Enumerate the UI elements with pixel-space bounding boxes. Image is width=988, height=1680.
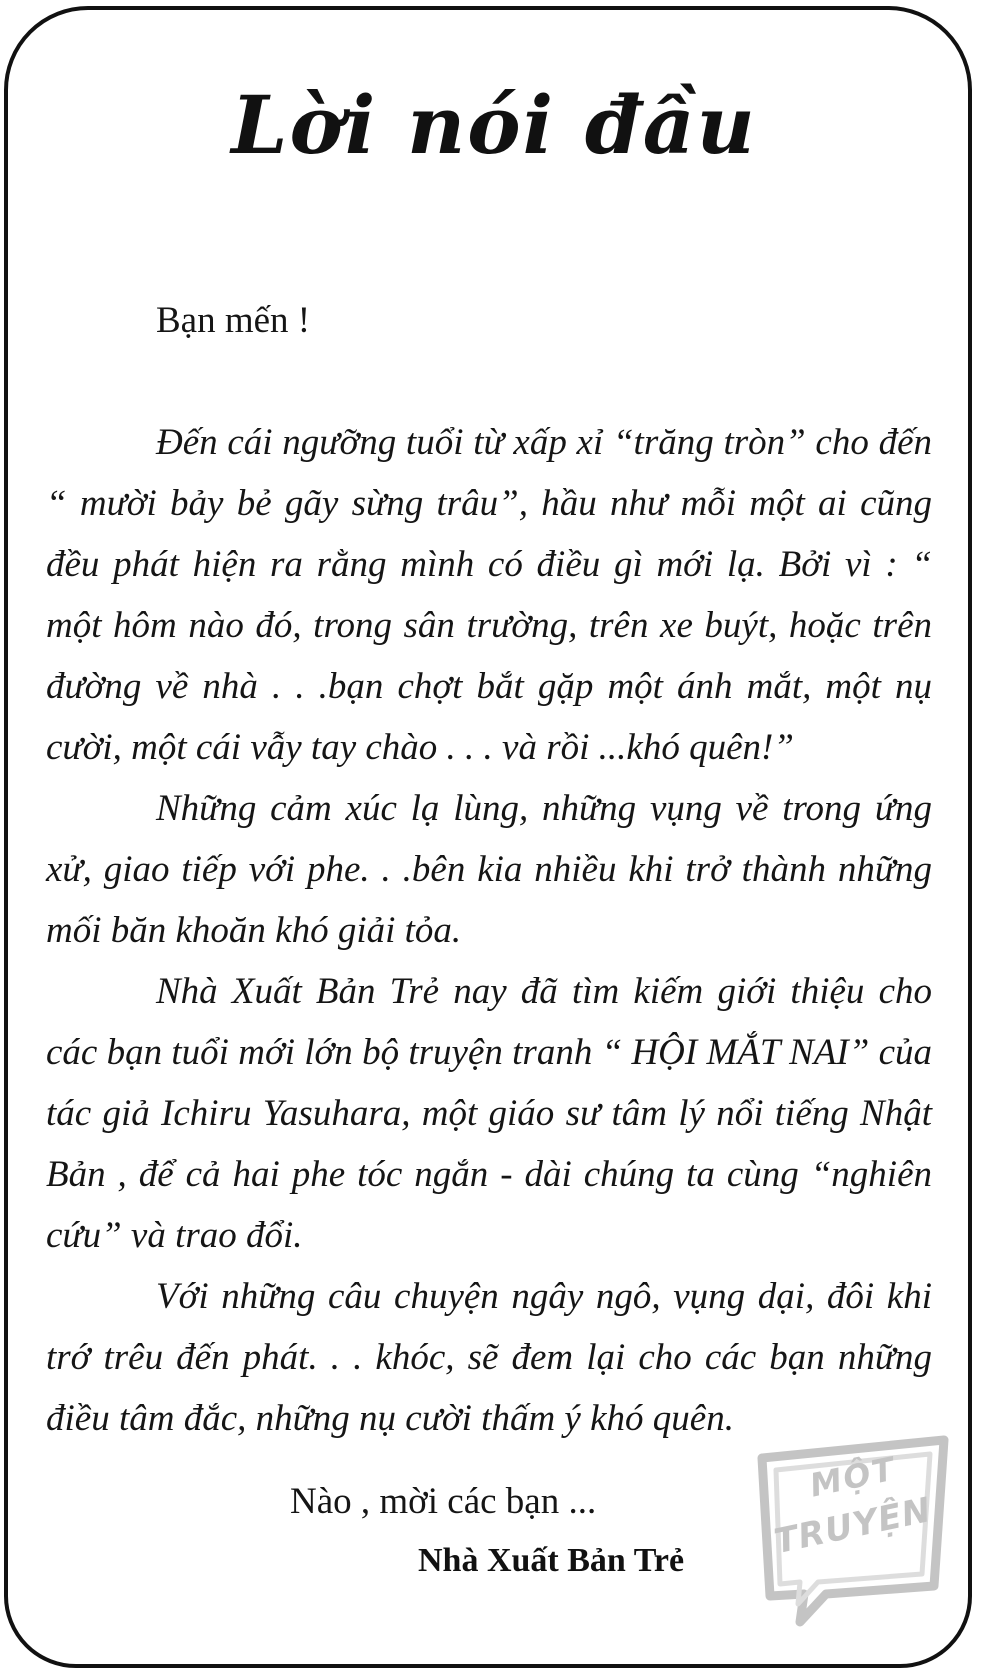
page-title: Lời nói đầu <box>231 78 757 172</box>
letter-body <box>46 290 932 1449</box>
paragraph-3: Nhà Xuất Bản Trẻ nay đã tìm kiếm giới thiệu cho các bạn tuổi mới lớn bộ truyện tranh “ HỘI MẮT NAI” của tác giả Ichiru Yasuhara, một giáo sư tâm lý nổi tiếng Nhật Bản , để cả hai phe tóc ngắn - dài chúng ta cùng “nghiên cứu” và trao đổi. <box>46 971 932 1256</box>
watermark-text-top: MỘT <box>806 1449 900 1505</box>
paragraph-2: Những cảm xúc lạ lùng, những vụng về trong ứng xử, giao tiếp với phe. . .bên kia nhiều khi trở thành những mối băn khoăn khó giải tỏa. <box>46 788 932 951</box>
watermark-text-bottom: TRUYỆN <box>770 1489 936 1563</box>
paragraph-1: Đến cái ngưỡng tuổi từ xấp xỉ “trăng tròn” cho đến “ mười bảy bẻ gãy sừng trâu”, hầu như mỗi một ai cũng đều phát hiện ra rằng mình có điều gì mới lạ. Bởi vì : “ một hôm nào đó, trong sân trường, trên xe buýt, hoặc trên đường về nhà . . .bạn chợt bắt gặp một ánh mắt, một nụ cười, một cái vẫy tay chào . . . và rồi ...khó quên!” <box>46 422 932 768</box>
closing-line: Nào , mời các bạn ... <box>290 1481 597 1522</box>
publisher-signature: Nhà Xuất Bản Trẻ <box>418 1542 685 1579</box>
greeting: Bạn mến ! <box>156 300 311 341</box>
watermark-logo <box>748 1418 958 1628</box>
paragraph-4: Với những câu chuyện ngây ngô, vụng dại, đôi khi trớ trêu đến phát. . . khóc, sẽ đem lại cho các bạn những điều tâm đắc, những nụ cười thấm ý khó quên. <box>46 1276 932 1439</box>
